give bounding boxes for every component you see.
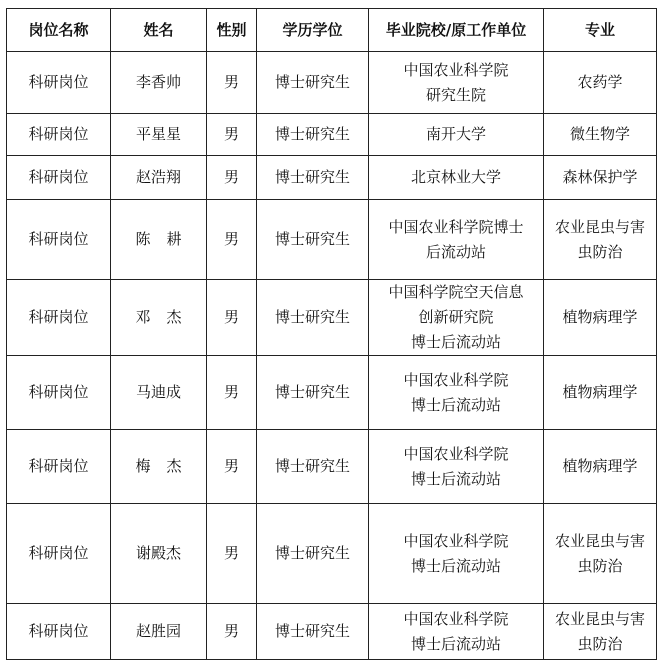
cell-post: 科研岗位 — [7, 156, 111, 200]
school-line: 中国农业科学院博士 — [388, 217, 524, 236]
cell-school — [369, 430, 544, 504]
cell-school — [369, 114, 544, 156]
name-text: 邓杰 — [135, 308, 198, 326]
major-line: 农业昆虫与害 — [554, 609, 645, 628]
school-line: 博士后流动站 — [410, 333, 501, 351]
cell-gender: 男 — [207, 280, 257, 356]
school-line: 博士后流动站 — [410, 556, 501, 575]
cell-major — [544, 52, 657, 114]
cell-name — [111, 430, 207, 504]
cell-degree: 博士研究生 — [257, 356, 369, 430]
table-row — [7, 604, 657, 660]
cell-major — [544, 114, 657, 156]
school-line: 博士后流动站 — [410, 395, 501, 414]
major-line: 森林保护学 — [562, 168, 638, 186]
cell-gender: 男 — [207, 156, 257, 200]
school-line: 中国农业科学院 — [403, 370, 509, 389]
cell-degree: 博士研究生 — [257, 604, 369, 660]
table-row — [7, 356, 657, 430]
cell-gender: 男 — [207, 356, 257, 430]
school-line: 北京林业大学 — [410, 168, 501, 186]
cell-name: 平星星 — [111, 114, 207, 156]
cell-school — [369, 356, 544, 430]
school-line: 研究生院 — [425, 85, 486, 104]
major-line: 虫防治 — [577, 634, 623, 653]
name-text: 梅杰 — [135, 457, 198, 475]
major-line: 农药学 — [577, 73, 623, 91]
cell-name — [111, 200, 207, 280]
school-line: 中国农业科学院 — [403, 531, 509, 550]
cell-post: 科研岗位 — [7, 52, 111, 114]
cell-major — [544, 356, 657, 430]
major-line: 农业昆虫与害 — [554, 217, 645, 236]
cell-post: 科研岗位 — [7, 114, 111, 156]
school-line: 博士后流动站 — [410, 469, 501, 488]
cell-major — [544, 200, 657, 280]
cell-post: 科研岗位 — [7, 356, 111, 430]
major-line: 虫防治 — [577, 242, 623, 261]
cell-school — [369, 280, 544, 356]
personnel-table — [6, 8, 657, 660]
header-gender: 性别 — [207, 9, 257, 52]
cell-post: 科研岗位 — [7, 504, 111, 604]
table-row — [7, 504, 657, 604]
table-row — [7, 200, 657, 280]
cell-major — [544, 280, 657, 356]
cell-name: 李香帅 — [111, 52, 207, 114]
cell-degree: 博士研究生 — [257, 280, 369, 356]
cell-degree: 博士研究生 — [257, 200, 369, 280]
cell-school — [369, 604, 544, 660]
header-name: 姓名 — [111, 9, 207, 52]
major-line: 植物病理学 — [562, 308, 638, 326]
major-line: 植物病理学 — [562, 383, 638, 401]
cell-gender: 男 — [207, 504, 257, 604]
school-line: 中国农业科学院 — [403, 609, 509, 628]
cell-gender: 男 — [207, 430, 257, 504]
header-row — [7, 9, 657, 52]
major-line: 虫防治 — [577, 556, 623, 575]
cell-major — [544, 430, 657, 504]
cell-post: 科研岗位 — [7, 200, 111, 280]
table-row — [7, 114, 657, 156]
cell-degree: 博士研究生 — [257, 52, 369, 114]
name-text: 陈耕 — [135, 230, 198, 248]
cell-degree: 博士研究生 — [257, 504, 369, 604]
cell-name — [111, 280, 207, 356]
table-row — [7, 280, 657, 356]
cell-name: 赵浩翔 — [111, 156, 207, 200]
cell-post: 科研岗位 — [7, 430, 111, 504]
header-school: 毕业院校/原工作单位 — [369, 9, 544, 52]
cell-degree: 博士研究生 — [257, 156, 369, 200]
table-row — [7, 156, 657, 200]
cell-school — [369, 200, 544, 280]
header-post: 岗位名称 — [7, 9, 111, 52]
header-degree: 学历学位 — [257, 9, 369, 52]
cell-gender: 男 — [207, 114, 257, 156]
cell-gender: 男 — [207, 52, 257, 114]
cell-school — [369, 156, 544, 200]
cell-post: 科研岗位 — [7, 604, 111, 660]
cell-major — [544, 156, 657, 200]
cell-gender: 男 — [207, 200, 257, 280]
cell-name: 赵胜园 — [111, 604, 207, 660]
school-line: 中国科学院空天信息 — [388, 283, 524, 301]
cell-gender: 男 — [207, 604, 257, 660]
cell-degree: 博士研究生 — [257, 430, 369, 504]
cell-school — [369, 504, 544, 604]
school-line: 创新研究院 — [418, 308, 494, 326]
major-line: 植物病理学 — [562, 457, 638, 475]
header-major: 专业 — [544, 9, 657, 52]
school-line: 南开大学 — [425, 125, 486, 143]
school-line: 中国农业科学院 — [403, 60, 509, 79]
cell-school — [369, 52, 544, 114]
school-line: 博士后流动站 — [410, 634, 501, 653]
major-line: 微生物学 — [569, 125, 630, 143]
major-line: 农业昆虫与害 — [554, 531, 645, 550]
school-line: 中国农业科学院 — [403, 444, 509, 463]
table-row — [7, 430, 657, 504]
cell-major — [544, 504, 657, 604]
table-row — [7, 52, 657, 114]
school-line: 后流动站 — [425, 242, 486, 261]
cell-major — [544, 604, 657, 660]
cell-post: 科研岗位 — [7, 280, 111, 356]
cell-name: 马迪成 — [111, 356, 207, 430]
cell-degree: 博士研究生 — [257, 114, 369, 156]
cell-name: 谢殿杰 — [111, 504, 207, 604]
